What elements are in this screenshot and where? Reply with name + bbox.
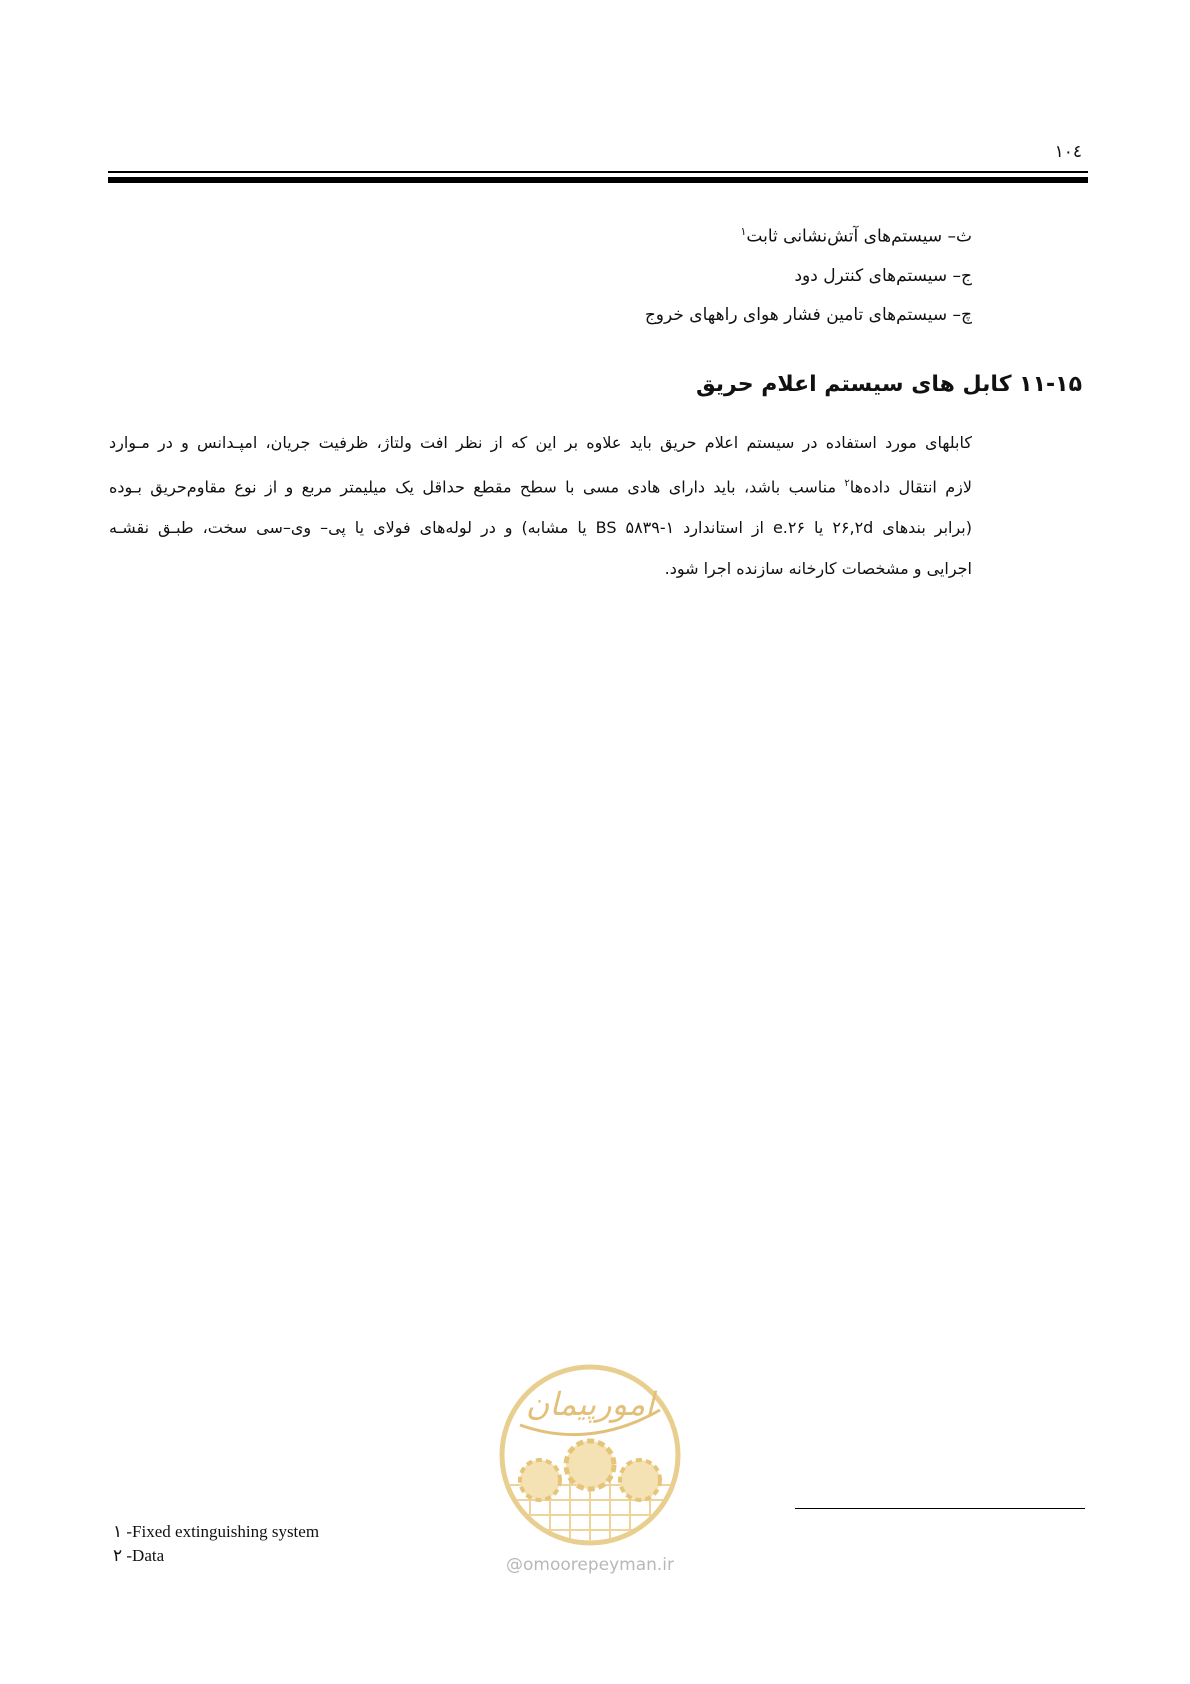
paragraph-text: مناسب باشد، باید دارای هادی مسی با سطح مقطع حداقل یک میلیمتر مربع و از نوع مقاوم‌حریق بـوده <box>109 477 845 497</box>
page-number: ۱۰٤ <box>1054 142 1082 162</box>
list-item <box>645 212 972 257</box>
paragraph-line: اجرایی و مشخصات کارخانه سازنده اجرا شود. <box>664 559 972 579</box>
footnote-number: ۲ <box>113 1546 123 1565</box>
list-item <box>645 257 972 296</box>
watermark-logo-text: امورپیمان <box>525 1385 655 1423</box>
footnote-divider <box>795 1508 1085 1509</box>
footnote-text: -Data <box>126 1546 165 1565</box>
watermark-caption: @omoorepeyman.ir <box>505 1555 675 1575</box>
footnote-text: -Fixed extinguishing system <box>126 1522 320 1541</box>
header-rule-thick <box>108 177 1088 183</box>
list-item-text: ث– سیستم‌های آتش‌نشانی ثابت <box>746 226 972 247</box>
footnote-ref: ۱ <box>740 225 747 238</box>
paragraph-line: (برابر بندهای ۲۶,۲d یا ۲۶.e از استاندارد ۱-۵۸۳۹ BS یا مشابه) و در لوله‌های فولای یا پی– وی–سی سخت، طبـق نقشـه <box>109 518 973 538</box>
footnote-ref: ۲ <box>844 478 850 489</box>
list-item-text: ج– سیستم‌های کنترل دود <box>794 265 972 286</box>
header-rule-thin <box>108 171 1088 173</box>
body-paragraph <box>109 422 972 589</box>
watermark-logo <box>490 1330 690 1580</box>
paragraph-text: لازم انتقال داده‌ها <box>849 477 973 497</box>
list-item-text: چ– سیستم‌های تامین فشار هوای راههای خروج <box>644 304 972 325</box>
list-item <box>645 296 972 335</box>
paragraph-line <box>109 463 972 507</box>
section-heading: ۱۱-۱۵ کابل های سیستم اعلام حریق <box>695 372 1082 397</box>
systems-list <box>645 212 972 335</box>
footnotes <box>113 1520 319 1568</box>
footnote <box>113 1544 319 1568</box>
footnote <box>113 1520 319 1544</box>
footnote-number: ۱ <box>113 1522 123 1541</box>
paragraph-line: کابلهای مورد استفاده در سیستم اعلام حریق باید علاوه بر این که از نظر افت ولتاژ، ظرفیت جریان، امپـدانس و در مـوارد <box>109 433 972 452</box>
